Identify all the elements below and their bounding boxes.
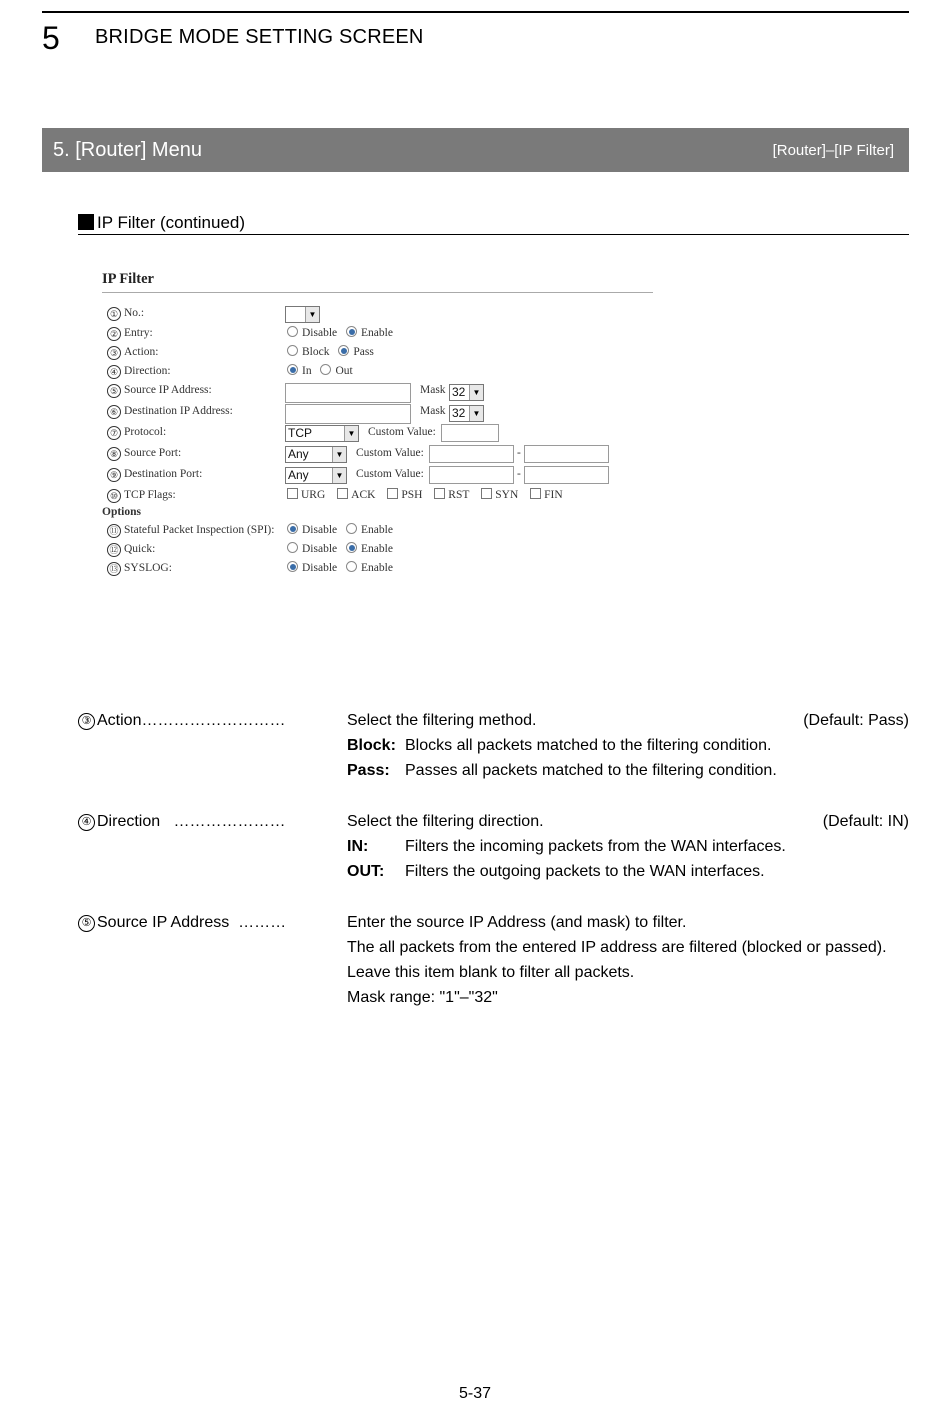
field-row-syslog: ⑬ SYSLOG: Disable Enable <box>100 561 660 579</box>
chevron-down-icon: ▼ <box>469 406 483 421</box>
field-row-destination-port: ⑨ Destination Port: Any ▼ Custom Value: - <box>100 467 660 485</box>
desc-direction: ④ Direction ………………… Select the filtering direction. (Default: IN) IN: Filters the incoming packets from the WAN interfaces. OUT: Filters the outgoing packets to the WAN interfaces. <box>0 809 950 889</box>
menu-bar <box>42 128 909 172</box>
field-row-source-ip: ⑤ Source IP Address: Mask 32 ▼ <box>100 383 660 401</box>
field-row-no <box>100 306 660 324</box>
desc-default: (Default: IN) <box>822 813 909 830</box>
flag-rst-checkbox[interactable] <box>434 488 445 499</box>
source-mask-select[interactable]: 32 ▼ <box>449 384 484 401</box>
destination-ip-input[interactable] <box>285 404 411 424</box>
options-heading: Options <box>102 506 141 518</box>
source-ip-input[interactable] <box>285 383 411 403</box>
chevron-down-icon: ▼ <box>305 307 319 322</box>
spi-enable-radio[interactable] <box>346 523 357 534</box>
action-block-radio[interactable] <box>287 345 298 356</box>
desc-term: ③ Action……………………… <box>78 708 285 733</box>
source-port-select[interactable]: Any ▼ <box>285 446 347 463</box>
field-row-destination-ip: ⑥ Destination IP Address: Mask 32 ▼ <box>100 404 660 422</box>
field-row-action: ③ Action: Block Pass <box>100 345 660 363</box>
chapter-number: 5 <box>42 20 60 56</box>
chevron-down-icon: ▼ <box>344 426 358 441</box>
chevron-down-icon: ▼ <box>332 468 346 483</box>
screenshot-title: IP Filter <box>102 271 154 287</box>
quick-enable-radio[interactable] <box>346 542 357 553</box>
desc-default: (Default: Pass) <box>803 712 909 729</box>
page-number: 5-37 <box>458 1385 492 1402</box>
square-bullet-icon <box>78 214 94 230</box>
field-row-direction: ④ Direction: In Out <box>100 364 660 382</box>
destination-port-from-input[interactable] <box>429 466 514 484</box>
entry-enable-radio[interactable] <box>346 326 357 337</box>
desc-intro: Select the filtering direction. <box>347 813 544 830</box>
direction-in-radio[interactable] <box>287 364 298 375</box>
spi-disable-radio[interactable] <box>287 523 298 534</box>
protocol-custom-input[interactable] <box>441 424 499 442</box>
direction-out-radio[interactable] <box>320 364 331 375</box>
destination-mask-select[interactable]: 32 ▼ <box>449 405 484 422</box>
chevron-down-icon: ▼ <box>332 447 346 462</box>
chevron-down-icon: ▼ <box>469 385 483 400</box>
menu-path: [Router]–[IP Filter] <box>772 142 894 159</box>
protocol-select[interactable]: TCP ▼ <box>285 425 359 442</box>
field-row-protocol: ⑦ Protocol: TCP ▼ Custom Value: <box>100 425 660 443</box>
destination-port-to-input[interactable] <box>524 466 609 484</box>
chapter-title: BRIDGE MODE SETTING SCREEN <box>95 26 424 48</box>
syslog-disable-radio[interactable] <box>287 561 298 572</box>
quick-disable-radio[interactable] <box>287 542 298 553</box>
flag-syn-checkbox[interactable] <box>481 488 492 499</box>
action-pass-radio[interactable] <box>338 345 349 356</box>
syslog-enable-radio[interactable] <box>346 561 357 572</box>
flag-urg-checkbox[interactable] <box>287 488 298 499</box>
field-row-entry: ② Entry: Disable Enable <box>100 326 660 344</box>
ip-filter-screenshot <box>100 268 660 588</box>
desc-action: ③ Action……………………… Select the filtering method. (Default: Pass) Block: Blocks all packets matched to the filtering condition. Pass: Passes all packets matched to the filtering condition. <box>0 708 950 788</box>
header-rule <box>42 11 909 13</box>
no-select[interactable] <box>285 306 320 323</box>
flag-ack-checkbox[interactable] <box>337 488 348 499</box>
field-row-source-port: ⑧ Source Port: Any ▼ Custom Value: - <box>100 446 660 464</box>
section-heading-text: IP Filter (continued) <box>97 213 246 232</box>
flag-psh-checkbox[interactable] <box>387 488 398 499</box>
screenshot-title-rule <box>102 292 653 293</box>
source-port-to-input[interactable] <box>524 445 609 463</box>
field-row-quick: ⑫ Quick: Disable Enable <box>100 542 660 560</box>
flag-fin-checkbox[interactable] <box>530 488 541 499</box>
desc-term: ⑤ Source IP Address ……… <box>78 910 286 935</box>
field-row-spi: ⑪ Stateful Packet Inspection (SPI): Disable Enable <box>100 523 660 541</box>
desc-source-ip: ⑤ Source IP Address ……… Enter the source IP Address (and mask) to filter. The all packets from the entered IP address are filtered (blocked or passed). Leave this item blank to filter all packets. Mask range: "1"–"32" <box>0 910 950 1020</box>
source-port-from-input[interactable] <box>429 445 514 463</box>
field-row-tcp-flags: ⑩ TCP Flags: URG ACK PSH RST SYN FIN <box>100 488 660 506</box>
menu-title: 5. [Router] Menu <box>53 139 202 161</box>
field-label: ① No.: <box>107 307 144 321</box>
desc-term: ④ Direction ………………… <box>78 809 285 834</box>
destination-port-select[interactable]: Any ▼ <box>285 467 347 484</box>
desc-intro: Select the filtering method. <box>347 712 537 729</box>
section-heading <box>78 212 909 235</box>
entry-disable-radio[interactable] <box>287 326 298 337</box>
